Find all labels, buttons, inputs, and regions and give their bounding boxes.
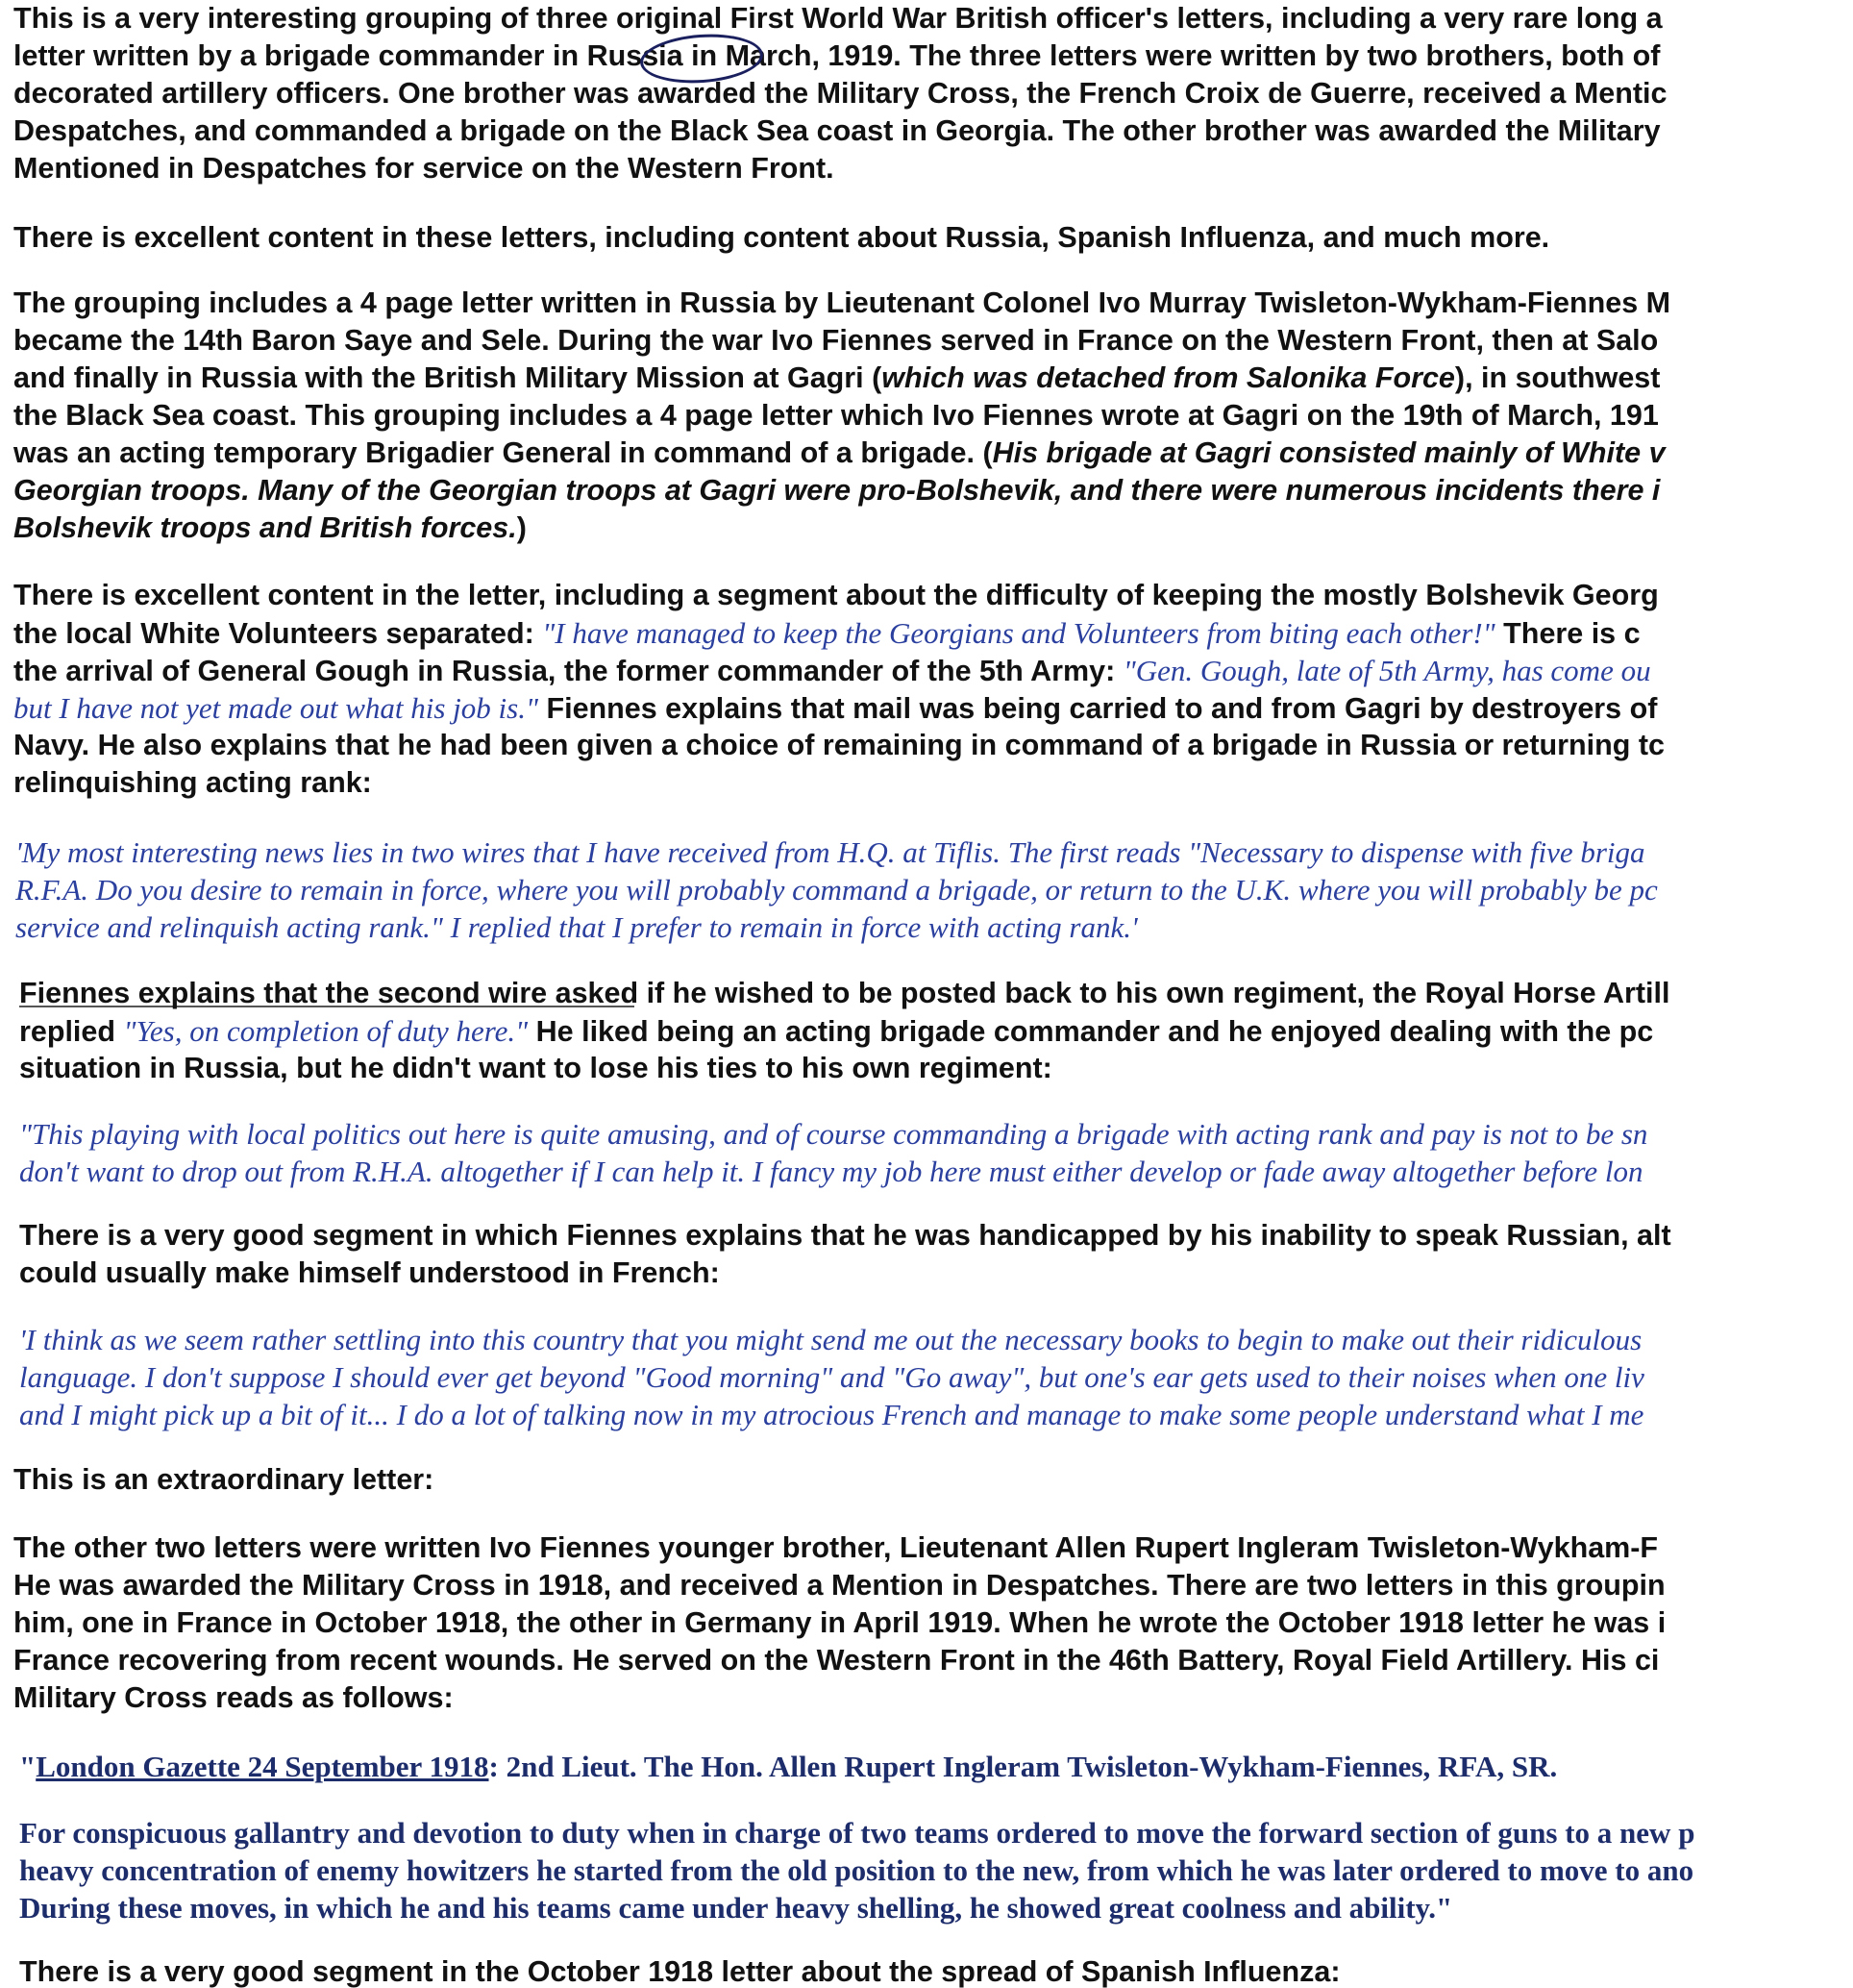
text-run: the local White Volunteers separated: bbox=[13, 617, 543, 650]
quote-line: language. I don't suppose I should ever get beyond "Good morning" and "Go away", but one's ear gets used to their noises when one liv bbox=[19, 1360, 1644, 1394]
text-line: him, one in France in October 1918, the other in Germany in April 1919. When he wrote the October 1918 letter he was i bbox=[13, 1606, 1667, 1639]
text-run: Fiennes explains that mail was being carried to and from Gagri by destroyers of bbox=[537, 692, 1658, 725]
text-line: decorated artillery officers. One brother was awarded the Military Cross, the French Croix de Guerre, received a Mentic bbox=[13, 77, 1668, 110]
quote-line: service and relinquish acting rank." I replied that I prefer to remain in force with acting rank.' bbox=[15, 910, 1138, 944]
text-line bbox=[13, 614, 1853, 652]
content-paragraph bbox=[13, 577, 1853, 802]
quote-run: "I have managed to keep the Georgians and Volunteers from biting each other!" bbox=[542, 616, 1495, 650]
text-line: Despatches, and commanded a brigade on the Black Sea coast in Georgia. The other brother was awarded the Military bbox=[13, 114, 1661, 147]
language-paragraph bbox=[19, 1217, 1853, 1292]
text-line: Navy. He also explains that he had been given a choice of remaining in command of a brigade in Russia or returning tc bbox=[13, 729, 1665, 761]
text-line: The other two letters were written Ivo Fiennes younger brother, Lieutenant Allen Rupert Ingleram Twisleton-Wykham-F bbox=[13, 1531, 1659, 1564]
quote-block-wires bbox=[15, 833, 1853, 946]
text-line: Mentioned in Despatches for service on the Western Front. bbox=[13, 152, 834, 185]
quote-line: 'My most interesting news lies in two wires that I have received from H.Q. at Tiflis. The first reads "Necessary to dispense with five briga bbox=[15, 835, 1645, 869]
content-summary-paragraph bbox=[13, 219, 1853, 257]
second-wire-paragraph bbox=[19, 975, 1853, 1087]
text-line: the Black Sea coast. This grouping includes a 4 page letter which Ivo Fiennes wrote at Gagri on the 19th of March, 191 bbox=[13, 399, 1659, 432]
gazette-text: : 2nd Lieut. The Hon. Allen Rupert Ingleram Twisleton-Wykham-Fiennes, RFA, SR. bbox=[488, 1750, 1558, 1783]
text-line bbox=[13, 435, 1853, 472]
text-line bbox=[13, 689, 1853, 727]
quote-block-language bbox=[19, 1321, 1853, 1433]
quote-line: 'I think as we seem rather settling into this country that you might send me out the necessary books to begin to make out their ridiculous bbox=[19, 1323, 1643, 1356]
citation-line: For conspicuous gallantry and devotion to duty when in charge of two teams ordered to move the forward section of guns to a new p bbox=[19, 1816, 1695, 1850]
text-run: There is c bbox=[1495, 617, 1641, 650]
quote-run: "Gen. Gough, late of 5th Army, has come ou bbox=[1123, 654, 1651, 687]
quote-run: but I have not yet made out what his job is." bbox=[13, 691, 538, 725]
text-line: Georgian troops. Many of the Georgian troops at Gagri were pro-Bolshevik, and there were numerous incidents there i bbox=[13, 474, 1661, 507]
text-run: ) bbox=[516, 511, 527, 544]
text-line: There is excellent content in the letter, including a segment about the difficulty of keeping the mostly Bolshevik Georg bbox=[13, 579, 1659, 611]
quote-line: "This playing with local politics out here is quite amusing, and of course commanding a brigade with acting rank and pay is not to be sn bbox=[19, 1117, 1648, 1151]
text-run: and finally in Russia with the British Military Mission at Gagri ( bbox=[13, 361, 882, 394]
text-line: relinquishing acting rank: bbox=[13, 766, 372, 799]
text-run: He liked being an acting brigade commander and he enjoyed dealing with the pc bbox=[528, 1015, 1654, 1048]
extraordinary-paragraph bbox=[13, 1461, 1853, 1499]
grouping-paragraph bbox=[13, 285, 1853, 547]
text-run: replied bbox=[19, 1015, 124, 1048]
gazette-reference: London Gazette 24 September 1918 bbox=[36, 1750, 489, 1783]
text-run: the arrival of General Gough in Russia, the former commander of the 5th Army: bbox=[13, 655, 1124, 687]
text-line: France recovering from recent wounds. He served on the Western Front in the 46th Battery, Royal Field Artillery. His ci bbox=[13, 1644, 1660, 1677]
quote-run: "Yes, on completion of duty here." bbox=[123, 1014, 529, 1048]
quote-mark: " bbox=[19, 1750, 37, 1783]
text-run: was an acting temporary Brigadier General in command of a brigade. ( bbox=[13, 436, 993, 469]
text-line: This is a very interesting grouping of three original First World War British officer's letters, including a very rare long a bbox=[13, 2, 1663, 35]
text-line: Military Cross reads as follows: bbox=[13, 1681, 454, 1714]
citation-line: During these moves, in which he and his teams came under heavy shelling, he showed great coolness and ability." bbox=[19, 1891, 1453, 1925]
citation-block bbox=[19, 1814, 1853, 1926]
influenza-paragraph bbox=[19, 1953, 1853, 1988]
text-line: This is an extraordinary letter: bbox=[13, 1463, 434, 1496]
gazette-line bbox=[19, 1748, 1853, 1785]
italic-run: Bolshevik troops and British forces. bbox=[13, 511, 517, 544]
intro-paragraph bbox=[13, 0, 1853, 187]
quote-line: and I might pick up a bit of it... I do a lot of talking now in my atrocious French and manage to make some people understand what I me bbox=[19, 1398, 1644, 1431]
text-line: situation in Russia, but he didn't want to lose his ties to his own regiment: bbox=[19, 1052, 1052, 1084]
text-line bbox=[19, 1012, 1853, 1050]
italic-run: which was detached from Salonika Force bbox=[881, 361, 1455, 394]
text-line: The grouping includes a 4 page letter written in Russia by Lieutenant Colonel Ivo Murray Twisleton-Wykham-Fiennes M bbox=[13, 286, 1671, 319]
text-line bbox=[13, 509, 1853, 547]
citation-line: heavy concentration of enemy howitzers he started from the old position to the new, from which he was later ordered to move to ano bbox=[19, 1853, 1694, 1887]
text-line: letter written by a brigade commander in Russia in March, 1919. The three letters were written by two brothers, both of bbox=[13, 39, 1661, 72]
text-line bbox=[13, 360, 1853, 397]
text-line: There is a very good segment in which Fiennes explains that he was handicapped by his inability to speak Russian, alt bbox=[19, 1219, 1671, 1252]
text-run: ), in southwest bbox=[1454, 361, 1661, 394]
text-line: became the 14th Baron Saye and Sele. During the war Ivo Fiennes served in France on the Western Front, then at Salo bbox=[13, 324, 1659, 357]
quote-block-politics bbox=[19, 1115, 1853, 1190]
brother-paragraph bbox=[13, 1529, 1853, 1717]
text-line: There is a very good segment in the October 1918 letter about the spread of Spanish Influenza: bbox=[19, 1955, 1341, 1988]
text-line: Fiennes explains that the second wire asked if he wished to be posted back to his own regiment, the Royal Horse Artill bbox=[19, 977, 1670, 1009]
text-line: could usually make himself understood in French: bbox=[19, 1256, 720, 1289]
text-line: There is excellent content in these letters, including content about Russia, Spanish Influenza, and much more. bbox=[13, 221, 1550, 254]
text-line bbox=[13, 652, 1853, 689]
quote-line: R.F.A. Do you desire to remain in force, where you will probably command a brigade, or return to the U.K. where you will probably be pc bbox=[15, 873, 1658, 907]
text-line: He was awarded the Military Cross in 1918, and received a Mention in Despatches. There are two letters in this groupin bbox=[13, 1569, 1666, 1602]
italic-run: His brigade at Gagri consisted mainly of White v bbox=[992, 436, 1666, 469]
quote-line: don't want to drop out from R.H.A. altogether if I can help it. I fancy my job here must either develop or fade away altogether before lon bbox=[19, 1155, 1643, 1188]
